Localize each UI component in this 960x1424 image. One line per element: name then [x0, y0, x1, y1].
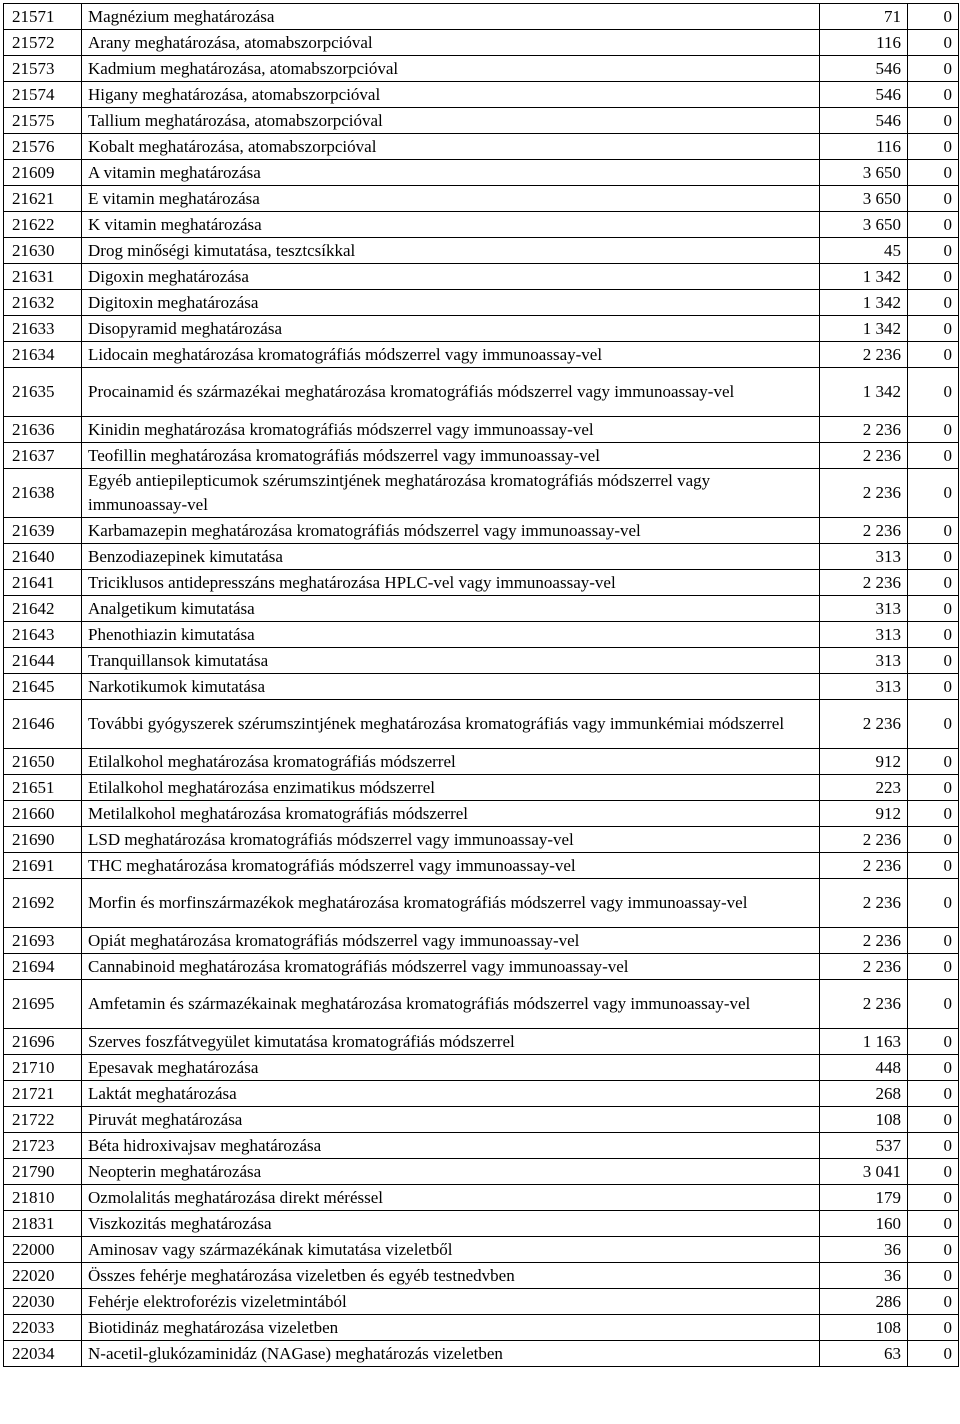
procedure-code: 21694 [4, 954, 82, 980]
point-value: 268 [820, 1081, 908, 1107]
table-row [4, 1315, 959, 1341]
table-row [4, 1211, 959, 1237]
secondary-value: 0 [908, 853, 959, 879]
procedure-description: Kinidin meghatározása kromatográfiás módszerrel vagy immunoassay-vel [82, 417, 820, 443]
point-value: 223 [820, 775, 908, 801]
procedure-code: 21646 [4, 700, 82, 749]
secondary-value: 0 [908, 980, 959, 1029]
secondary-value: 0 [908, 108, 959, 134]
procedure-code: 21639 [4, 518, 82, 544]
table-row [4, 879, 959, 928]
procedure-code: 22030 [4, 1289, 82, 1315]
procedure-code: 21650 [4, 749, 82, 775]
point-value: 1 342 [820, 368, 908, 417]
secondary-value: 0 [908, 160, 959, 186]
procedure-description: A vitamin meghatározása [82, 160, 820, 186]
secondary-value: 0 [908, 544, 959, 570]
procedure-code: 21632 [4, 290, 82, 316]
procedure-description: Tranquillansok kimutatása [82, 648, 820, 674]
procedure-description: Epesavak meghatározása [82, 1055, 820, 1081]
table-row [4, 186, 959, 212]
procedure-description: Magnézium meghatározása [82, 4, 820, 30]
procedure-code: 21622 [4, 212, 82, 238]
table-row [4, 134, 959, 160]
procedure-description: Aminosav vagy származékának kimutatása vizeletből [82, 1237, 820, 1263]
procedure-description: Szerves foszfátvegyület kimutatása kromatográfiás módszerrel [82, 1029, 820, 1055]
procedure-description: Cannabinoid meghatározása kromatográfiás módszerrel vagy immunoassay-vel [82, 954, 820, 980]
secondary-value: 0 [908, 4, 959, 30]
table-row [4, 82, 959, 108]
procedure-code: 21571 [4, 4, 82, 30]
point-value: 45 [820, 238, 908, 264]
table-row [4, 108, 959, 134]
table-row [4, 264, 959, 290]
table-row [4, 1159, 959, 1185]
procedure-description: Biotidináz meghatározása vizeletben [82, 1315, 820, 1341]
point-value: 2 236 [820, 443, 908, 469]
point-value: 286 [820, 1289, 908, 1315]
table-row [4, 1185, 959, 1211]
procedure-code: 21831 [4, 1211, 82, 1237]
procedure-description: Etilalkohol meghatározása kromatográfiás módszerrel [82, 749, 820, 775]
table-row [4, 980, 959, 1029]
procedure-code: 21641 [4, 570, 82, 596]
procedure-code: 22033 [4, 1315, 82, 1341]
procedure-code: 22020 [4, 1263, 82, 1289]
point-value: 2 236 [820, 570, 908, 596]
point-value: 2 236 [820, 928, 908, 954]
secondary-value: 0 [908, 928, 959, 954]
table-row [4, 212, 959, 238]
secondary-value: 0 [908, 954, 959, 980]
table-row [4, 954, 959, 980]
procedure-code: 21637 [4, 443, 82, 469]
secondary-value: 0 [908, 775, 959, 801]
point-value: 1 342 [820, 264, 908, 290]
secondary-value: 0 [908, 30, 959, 56]
procedure-description: Arany meghatározása, atomabszorpcióval [82, 30, 820, 56]
procedure-code: 21642 [4, 596, 82, 622]
point-value: 2 236 [820, 853, 908, 879]
procedure-code: 21644 [4, 648, 82, 674]
secondary-value: 0 [908, 622, 959, 648]
procedure-description: E vitamin meghatározása [82, 186, 820, 212]
secondary-value: 0 [908, 700, 959, 749]
table-row [4, 160, 959, 186]
procedure-code: 21576 [4, 134, 82, 160]
point-value: 63 [820, 1341, 908, 1367]
point-value: 912 [820, 801, 908, 827]
table-row [4, 238, 959, 264]
point-value: 2 236 [820, 954, 908, 980]
point-value: 1 163 [820, 1029, 908, 1055]
point-value: 3 650 [820, 160, 908, 186]
table-row [4, 1289, 959, 1315]
procedure-code: 21573 [4, 56, 82, 82]
procedure-description: Teofillin meghatározása kromatográfiás módszerrel vagy immunoassay-vel [82, 443, 820, 469]
point-value: 36 [820, 1263, 908, 1289]
procedure-description: Tallium meghatározása, atomabszorpcióval [82, 108, 820, 134]
secondary-value: 0 [908, 1263, 959, 1289]
point-value: 2 236 [820, 980, 908, 1029]
secondary-value: 0 [908, 879, 959, 928]
procedure-description: LSD meghatározása kromatográfiás módszerrel vagy immunoassay-vel [82, 827, 820, 853]
secondary-value: 0 [908, 1289, 959, 1315]
procedure-description: Viszkozitás meghatározása [82, 1211, 820, 1237]
procedure-description: Lidocain meghatározása kromatográfiás módszerrel vagy immunoassay-vel [82, 342, 820, 368]
procedure-code: 21651 [4, 775, 82, 801]
table-row [4, 1081, 959, 1107]
secondary-value: 0 [908, 1081, 959, 1107]
secondary-value: 0 [908, 1211, 959, 1237]
procedure-code: 21638 [4, 469, 82, 518]
procedure-code: 21640 [4, 544, 82, 570]
procedure-code: 21690 [4, 827, 82, 853]
procedure-description: Metilalkohol meghatározása kromatográfiás módszerrel [82, 801, 820, 827]
point-value: 2 236 [820, 827, 908, 853]
point-value: 160 [820, 1211, 908, 1237]
table-row [4, 443, 959, 469]
procedure-description: Narkotikumok kimutatása [82, 674, 820, 700]
procedure-description: Procainamid és származékai meghatározása kromatográfiás módszerrel vagy immunoassay-vel [82, 368, 820, 417]
table-row [4, 801, 959, 827]
table-row [4, 570, 959, 596]
point-value: 3 650 [820, 186, 908, 212]
procedure-code: 21722 [4, 1107, 82, 1133]
procedure-description: Digoxin meghatározása [82, 264, 820, 290]
secondary-value: 0 [908, 417, 959, 443]
procedure-code: 21636 [4, 417, 82, 443]
procedure-description: Opiát meghatározása kromatográfiás módszerrel vagy immunoassay-vel [82, 928, 820, 954]
point-value: 71 [820, 4, 908, 30]
secondary-value: 0 [908, 443, 959, 469]
table-row [4, 290, 959, 316]
secondary-value: 0 [908, 827, 959, 853]
table-row [4, 622, 959, 648]
table-row [4, 1263, 959, 1289]
point-value: 3 041 [820, 1159, 908, 1185]
table-row [4, 1341, 959, 1367]
point-value: 2 236 [820, 417, 908, 443]
procedure-code: 21723 [4, 1133, 82, 1159]
procedure-description: Higany meghatározása, atomabszorpcióval [82, 82, 820, 108]
secondary-value: 0 [908, 801, 959, 827]
procedure-description: Disopyramid meghatározása [82, 316, 820, 342]
procedure-description: Összes fehérje meghatározása vizeletben és egyéb testnedvben [82, 1263, 820, 1289]
table-row [4, 469, 959, 518]
procedure-code: 21574 [4, 82, 82, 108]
procedure-description: Analgetikum kimutatása [82, 596, 820, 622]
secondary-value: 0 [908, 1341, 959, 1367]
procedure-code: 21695 [4, 980, 82, 1029]
secondary-value: 0 [908, 1237, 959, 1263]
point-value: 108 [820, 1315, 908, 1341]
procedure-description: Ozmolalitás meghatározása direkt méréssel [82, 1185, 820, 1211]
table-row [4, 674, 959, 700]
table-row [4, 56, 959, 82]
point-value: 36 [820, 1237, 908, 1263]
table-row [4, 1237, 959, 1263]
procedure-code: 21710 [4, 1055, 82, 1081]
point-value: 1 342 [820, 290, 908, 316]
point-value: 313 [820, 648, 908, 674]
point-value: 3 650 [820, 212, 908, 238]
procedure-description: N-acetil-glukózaminidáz (NAGase) meghatározás vizeletben [82, 1341, 820, 1367]
secondary-value: 0 [908, 342, 959, 368]
secondary-value: 0 [908, 596, 959, 622]
secondary-value: 0 [908, 186, 959, 212]
table-row [4, 1133, 959, 1159]
point-value: 546 [820, 108, 908, 134]
procedure-description: Karbamazepin meghatározása kromatográfiás módszerrel vagy immunoassay-vel [82, 518, 820, 544]
table-row [4, 4, 959, 30]
procedure-code: 21609 [4, 160, 82, 186]
secondary-value: 0 [908, 82, 959, 108]
procedure-code: 21633 [4, 316, 82, 342]
secondary-value: 0 [908, 469, 959, 518]
procedure-description: Benzodiazepinek kimutatása [82, 544, 820, 570]
secondary-value: 0 [908, 368, 959, 417]
secondary-value: 0 [908, 56, 959, 82]
table-row [4, 316, 959, 342]
table-row [4, 928, 959, 954]
secondary-value: 0 [908, 648, 959, 674]
point-value: 2 236 [820, 342, 908, 368]
table-row [4, 700, 959, 749]
secondary-value: 0 [908, 570, 959, 596]
procedure-description: Digitoxin meghatározása [82, 290, 820, 316]
table-row [4, 1107, 959, 1133]
procedure-description: Béta hidroxivajsav meghatározása [82, 1133, 820, 1159]
procedure-description: Fehérje elektroforézis vizeletmintából [82, 1289, 820, 1315]
point-value: 2 236 [820, 879, 908, 928]
point-value: 2 236 [820, 469, 908, 518]
secondary-value: 0 [908, 1029, 959, 1055]
table-body [4, 4, 959, 1367]
table-row [4, 648, 959, 674]
table-row [4, 853, 959, 879]
secondary-value: 0 [908, 1185, 959, 1211]
procedure-description: Triciklusos antidepresszáns meghatározása HPLC-vel vagy immunoassay-vel [82, 570, 820, 596]
procedure-description: Amfetamin és származékainak meghatározása kromatográfiás módszerrel vagy immunoassay-vel [82, 980, 820, 1029]
point-value: 537 [820, 1133, 908, 1159]
secondary-value: 0 [908, 1107, 959, 1133]
table-row [4, 596, 959, 622]
procedure-code: 22034 [4, 1341, 82, 1367]
table-row [4, 544, 959, 570]
table-row [4, 368, 959, 417]
procedure-description: Laktát meghatározása [82, 1081, 820, 1107]
secondary-value: 0 [908, 264, 959, 290]
procedure-description: THC meghatározása kromatográfiás módszerrel vagy immunoassay-vel [82, 853, 820, 879]
table-row [4, 518, 959, 544]
procedure-description: Morfin és morfinszármazékok meghatározása kromatográfiás módszerrel vagy immunoassay-vel [82, 879, 820, 928]
procedure-code: 21721 [4, 1081, 82, 1107]
procedure-code: 21575 [4, 108, 82, 134]
procedure-code: 21645 [4, 674, 82, 700]
procedure-code: 21634 [4, 342, 82, 368]
procedure-code: 21696 [4, 1029, 82, 1055]
procedure-description: Etilalkohol meghatározása enzimatikus módszerrel [82, 775, 820, 801]
secondary-value: 0 [908, 1159, 959, 1185]
point-value: 313 [820, 596, 908, 622]
point-value: 313 [820, 622, 908, 648]
secondary-value: 0 [908, 1133, 959, 1159]
table-row [4, 417, 959, 443]
secondary-value: 0 [908, 290, 959, 316]
procedure-description: Phenothiazin kimutatása [82, 622, 820, 648]
procedure-description: Egyéb antiepilepticumok szérumszintjének meghatározása kromatográfiás módszerrel vagy immunoassay-vel [82, 469, 820, 518]
procedure-code: 21660 [4, 801, 82, 827]
point-value: 116 [820, 134, 908, 160]
secondary-value: 0 [908, 316, 959, 342]
procedure-code: 21635 [4, 368, 82, 417]
table-row [4, 749, 959, 775]
point-value: 313 [820, 674, 908, 700]
point-value: 1 342 [820, 316, 908, 342]
procedure-table [3, 3, 959, 1367]
point-value: 2 236 [820, 700, 908, 749]
secondary-value: 0 [908, 134, 959, 160]
secondary-value: 0 [908, 518, 959, 544]
point-value: 313 [820, 544, 908, 570]
procedure-description: Drog minőségi kimutatása, tesztcsíkkal [82, 238, 820, 264]
table-row [4, 1029, 959, 1055]
secondary-value: 0 [908, 749, 959, 775]
procedure-description: Kobalt meghatározása, atomabszorpcióval [82, 134, 820, 160]
procedure-code: 21630 [4, 238, 82, 264]
procedure-code: 22000 [4, 1237, 82, 1263]
procedure-code: 21790 [4, 1159, 82, 1185]
procedure-code: 21572 [4, 30, 82, 56]
secondary-value: 0 [908, 238, 959, 264]
procedure-code: 21810 [4, 1185, 82, 1211]
secondary-value: 0 [908, 1315, 959, 1341]
secondary-value: 0 [908, 1055, 959, 1081]
point-value: 546 [820, 56, 908, 82]
procedure-code: 21692 [4, 879, 82, 928]
point-value: 179 [820, 1185, 908, 1211]
procedure-code: 21621 [4, 186, 82, 212]
procedure-description: Neopterin meghatározása [82, 1159, 820, 1185]
table-row [4, 30, 959, 56]
table-row [4, 1055, 959, 1081]
procedure-code: 21631 [4, 264, 82, 290]
procedure-description: Piruvát meghatározása [82, 1107, 820, 1133]
point-value: 912 [820, 749, 908, 775]
point-value: 116 [820, 30, 908, 56]
procedure-code: 21643 [4, 622, 82, 648]
procedure-code: 21691 [4, 853, 82, 879]
point-value: 546 [820, 82, 908, 108]
procedure-description: Kadmium meghatározása, atomabszorpcióval [82, 56, 820, 82]
point-value: 108 [820, 1107, 908, 1133]
table-row [4, 342, 959, 368]
table-row [4, 827, 959, 853]
secondary-value: 0 [908, 212, 959, 238]
point-value: 448 [820, 1055, 908, 1081]
secondary-value: 0 [908, 674, 959, 700]
procedure-description: További gyógyszerek szérumszintjének meghatározása kromatográfiás vagy immunkémiai módszerrel [82, 700, 820, 749]
table-row [4, 775, 959, 801]
procedure-description: K vitamin meghatározása [82, 212, 820, 238]
procedure-code: 21693 [4, 928, 82, 954]
point-value: 2 236 [820, 518, 908, 544]
